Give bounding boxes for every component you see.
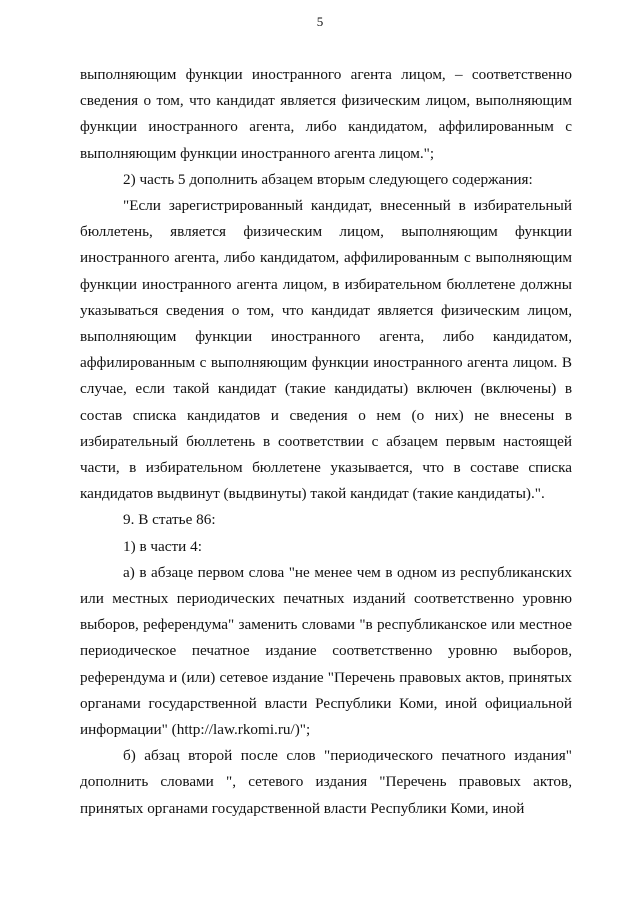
paragraph-article-86-heading: 9. В статье 86: [123, 511, 216, 529]
document-body [80, 62, 572, 822]
paragraph-subitem-b: б) абзац второй после слов "периодического печатного издания" дополнить словами ", сетевого издания "Перечень правовых актов, принятых органами государственной власти Республики Коми, иной [80, 747, 572, 817]
paragraph-continuation: выполняющим функции иностранного агента лицом, – соответственно сведения о том, что кандидат является физическим лицом, выполняющим функции иностранного агента, либо кандидатом, аффилированным с выполняющим функции иностранного агента лицом."; [80, 66, 572, 162]
page-number: 5 [316, 14, 324, 29]
paragraph-quoted-amendment: "Если зарегистрированный кандидат, внесенный в избирательный бюллетень, является физическим лицом, выполняющим функции иностранного агента, либо кандидатом, аффилированным с выполняющим функции иностранного агента лицом, в избирательном бюллетене должны указываться сведения о том, что кандидат является физическим лицом, выполняющим функции иностранного агента, либо кандидатом, аффилированным с выполняющим функции иностранного агента лицом. В случае, если такой кандидат (такие кандидаты) включен (включены) в состав списка кандидатов и сведения о нем (о них) не внесены в избирательный бюллетень в соответствии с абзацем первым настоящей части, в избирательном бюллетене указывается, что в составе списка кандидатов выдвинут (выдвинуты) такой кандидат (такие кандидаты).". [80, 197, 572, 503]
paragraph-part-4-heading: 1) в части 4: [123, 537, 202, 555]
paragraph-subitem-a: а) в абзаце первом слова "не менее чем в одном из республиканских или местных периодических печатных изданий соответственно уровню выборов, референдума" заменить словами "в республиканское или местное периодическое печатное издание соответственно уровню выборов, референдума и (или) сетевое издание "Перечень правовых актов, принятых органами государственной власти Республики Коми, иной официальной информации" (http://law.rkomi.ru/)"; [80, 563, 572, 739]
paragraph-item-2-part-5: 2) часть 5 дополнить абзацем вторым следующего содержания: [123, 170, 533, 188]
